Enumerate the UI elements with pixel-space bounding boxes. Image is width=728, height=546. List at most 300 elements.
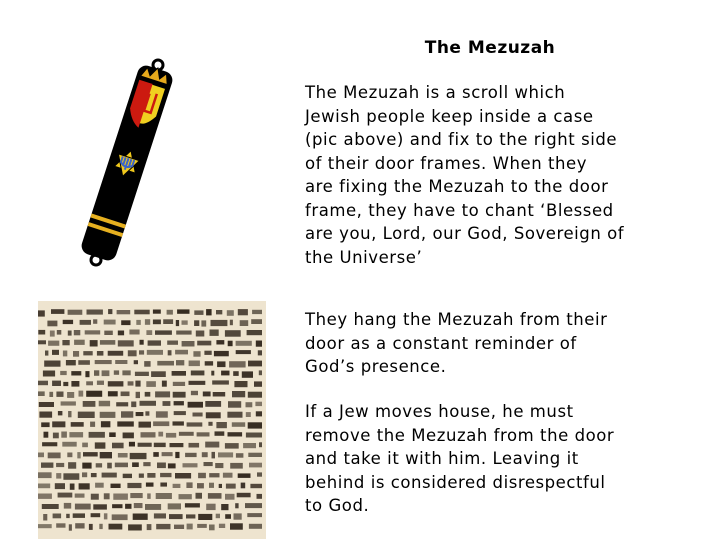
script-glyph bbox=[235, 503, 238, 508]
script-glyph bbox=[117, 310, 131, 314]
script-glyph bbox=[201, 320, 206, 326]
script-glyph bbox=[221, 371, 229, 376]
script-glyph bbox=[38, 381, 48, 386]
script-glyph bbox=[42, 442, 57, 446]
script-glyph bbox=[139, 350, 144, 354]
script-glyph bbox=[155, 330, 172, 334]
script-glyph bbox=[125, 504, 131, 509]
script-glyph bbox=[97, 351, 104, 356]
script-glyph bbox=[122, 370, 130, 375]
script-glyph bbox=[147, 350, 163, 355]
script-glyph bbox=[144, 361, 150, 367]
script-glyph bbox=[240, 320, 249, 326]
script-glyph bbox=[246, 402, 253, 407]
script-glyph bbox=[198, 473, 206, 478]
script-glyph bbox=[86, 391, 102, 397]
script-glyph bbox=[242, 371, 253, 377]
script-glyph bbox=[71, 422, 84, 427]
script-glyph bbox=[49, 392, 53, 397]
script-glyph bbox=[108, 381, 124, 386]
script-glyph bbox=[58, 411, 63, 415]
script-glyph bbox=[128, 524, 142, 530]
script-glyph bbox=[156, 411, 168, 417]
script-glyph bbox=[225, 514, 231, 519]
script-glyph bbox=[82, 463, 91, 469]
script-glyph bbox=[183, 463, 198, 467]
script-glyph bbox=[136, 320, 141, 325]
script-glyph bbox=[57, 330, 62, 335]
script-glyph bbox=[62, 340, 69, 345]
script-glyph bbox=[43, 371, 55, 377]
script-glyph bbox=[163, 401, 171, 406]
script-glyph bbox=[258, 350, 262, 355]
script-glyph bbox=[115, 360, 127, 364]
script-glyph bbox=[232, 391, 245, 397]
script-glyph bbox=[212, 452, 216, 459]
script-glyph bbox=[168, 463, 176, 468]
script-glyph bbox=[108, 309, 112, 314]
script-glyph bbox=[174, 525, 184, 529]
script-glyph bbox=[117, 421, 134, 426]
script-glyph bbox=[77, 452, 80, 458]
script-glyph bbox=[219, 484, 222, 488]
script-glyph bbox=[63, 320, 73, 324]
script-glyph bbox=[139, 422, 152, 428]
text-line: God’s presence. bbox=[305, 357, 447, 376]
script-glyph bbox=[38, 524, 52, 528]
script-glyph bbox=[176, 331, 191, 335]
script-glyph bbox=[203, 392, 211, 397]
script-glyph bbox=[205, 401, 221, 407]
script-glyph bbox=[221, 504, 228, 510]
script-glyph bbox=[197, 524, 207, 528]
script-glyph bbox=[216, 340, 224, 344]
script-glyph bbox=[56, 523, 65, 527]
text-line: Jewish people keep inside a case bbox=[305, 106, 594, 126]
script-glyph bbox=[91, 473, 97, 477]
script-glyph bbox=[228, 401, 241, 408]
script-glyph bbox=[140, 401, 157, 406]
script-glyph bbox=[38, 453, 44, 458]
script-glyph bbox=[185, 453, 197, 457]
script-glyph bbox=[205, 361, 213, 365]
script-glyph bbox=[167, 341, 178, 345]
script-glyph bbox=[133, 514, 148, 520]
script-glyph bbox=[211, 371, 214, 376]
script-glyph bbox=[112, 443, 124, 449]
script-glyph bbox=[91, 513, 101, 517]
script-glyph bbox=[82, 472, 87, 477]
script-glyph bbox=[52, 381, 61, 386]
script-glyph bbox=[121, 411, 133, 417]
script-glyph bbox=[227, 412, 242, 418]
script-glyph bbox=[55, 483, 65, 489]
text-line: and take it with him. Leaving it bbox=[305, 449, 579, 468]
script-glyph bbox=[174, 401, 184, 405]
script-glyph bbox=[153, 421, 169, 426]
script-glyph bbox=[234, 381, 247, 387]
script-glyph bbox=[191, 391, 198, 395]
script-glyph bbox=[112, 514, 128, 520]
script-glyph bbox=[135, 372, 149, 376]
script-glyph bbox=[209, 483, 214, 488]
script-glyph bbox=[256, 411, 262, 416]
script-glyph bbox=[75, 504, 91, 510]
script-glyph bbox=[48, 341, 59, 346]
script-glyph bbox=[216, 310, 222, 314]
script-glyph bbox=[208, 422, 212, 426]
script-glyph bbox=[61, 432, 67, 438]
script-glyph bbox=[123, 433, 134, 439]
script-glyph bbox=[147, 493, 151, 499]
script-glyph bbox=[212, 380, 229, 384]
script-glyph bbox=[100, 452, 112, 458]
script-glyph bbox=[189, 381, 206, 385]
script-glyph bbox=[121, 392, 130, 397]
script-glyph bbox=[228, 432, 243, 436]
script-glyph bbox=[210, 330, 219, 336]
script-glyph bbox=[182, 320, 188, 324]
script-glyph bbox=[83, 401, 96, 407]
script-glyph bbox=[248, 453, 262, 457]
script-glyph bbox=[48, 453, 61, 459]
paragraph-3 bbox=[305, 400, 685, 518]
script-glyph bbox=[134, 310, 149, 315]
script-glyph bbox=[79, 483, 90, 489]
script-glyph bbox=[153, 452, 159, 457]
script-glyph bbox=[208, 493, 222, 499]
script-glyph bbox=[155, 391, 170, 397]
script-glyph bbox=[247, 330, 262, 335]
script-glyph bbox=[62, 442, 76, 447]
script-glyph bbox=[60, 371, 66, 375]
script-glyph bbox=[52, 421, 65, 427]
script-glyph bbox=[158, 432, 163, 437]
script-glyph bbox=[38, 310, 45, 316]
script-glyph bbox=[94, 370, 99, 376]
script-glyph bbox=[247, 513, 262, 517]
script-glyph bbox=[95, 360, 112, 364]
script-glyph bbox=[153, 310, 161, 314]
text-line: They hang the Mezuzah from their bbox=[305, 310, 608, 329]
script-glyph bbox=[257, 472, 262, 476]
script-glyph bbox=[51, 309, 64, 314]
script-glyph bbox=[169, 514, 183, 519]
script-glyph bbox=[173, 421, 184, 425]
script-glyph bbox=[197, 483, 204, 488]
script-glyph bbox=[69, 524, 72, 530]
script-glyph bbox=[187, 422, 203, 426]
script-glyph bbox=[38, 494, 52, 499]
script-glyph bbox=[112, 504, 122, 508]
script-glyph bbox=[38, 391, 45, 396]
script-glyph bbox=[186, 482, 192, 488]
script-glyph bbox=[89, 524, 93, 530]
text-line: the Universe’ bbox=[305, 247, 423, 267]
script-glyph bbox=[166, 433, 176, 438]
script-glyph bbox=[63, 351, 67, 357]
script-glyph bbox=[130, 493, 142, 498]
script-glyph bbox=[250, 484, 262, 488]
script-glyph bbox=[236, 350, 251, 354]
script-glyph bbox=[93, 504, 107, 509]
script-glyph bbox=[172, 371, 186, 376]
script-glyph bbox=[121, 320, 130, 325]
script-glyph bbox=[116, 402, 128, 406]
script-glyph bbox=[173, 392, 186, 398]
script-glyph bbox=[145, 504, 161, 510]
script-glyph bbox=[236, 341, 252, 346]
script-glyph bbox=[248, 361, 262, 367]
script-glyph bbox=[104, 493, 110, 499]
script-glyph bbox=[162, 381, 167, 387]
script-glyph bbox=[107, 463, 112, 469]
script-glyph bbox=[168, 503, 181, 509]
script-glyph bbox=[74, 340, 85, 345]
script-glyph bbox=[134, 360, 138, 364]
script-glyph bbox=[83, 351, 92, 355]
script-glyph bbox=[139, 474, 144, 478]
script-glyph bbox=[182, 341, 195, 347]
script-glyph bbox=[104, 513, 108, 519]
script-glyph bbox=[185, 503, 200, 507]
script-glyph bbox=[129, 442, 135, 447]
script-glyph bbox=[217, 361, 225, 367]
script-glyph bbox=[108, 391, 118, 396]
script-glyph bbox=[257, 494, 263, 499]
script-glyph bbox=[82, 443, 88, 448]
script-glyph bbox=[197, 341, 211, 346]
script-glyph bbox=[67, 453, 72, 458]
script-glyph bbox=[216, 514, 220, 519]
script-glyph bbox=[44, 361, 60, 367]
script-glyph bbox=[147, 473, 155, 478]
script-glyph bbox=[204, 351, 211, 355]
script-glyph bbox=[218, 452, 233, 457]
script-glyph bbox=[141, 432, 156, 437]
script-glyph bbox=[85, 330, 101, 334]
script-glyph bbox=[193, 413, 203, 417]
script-glyph bbox=[177, 309, 189, 313]
script-glyph bbox=[233, 371, 239, 376]
script-glyph bbox=[160, 473, 171, 477]
script-glyph bbox=[143, 462, 150, 466]
text-line: door as a constant reminder of bbox=[305, 333, 577, 353]
script-glyph bbox=[227, 310, 234, 316]
script-glyph bbox=[69, 432, 83, 437]
script-glyph bbox=[246, 412, 251, 417]
script-glyph bbox=[104, 331, 113, 335]
script-glyph bbox=[68, 310, 83, 315]
script-glyph bbox=[234, 513, 242, 519]
script-glyph bbox=[73, 513, 85, 518]
script-glyph bbox=[118, 340, 134, 346]
script-glyph bbox=[75, 494, 85, 498]
script-glyph bbox=[108, 351, 124, 356]
script-glyph bbox=[259, 442, 262, 447]
script-glyph bbox=[256, 341, 262, 347]
script-glyph bbox=[87, 310, 103, 315]
script-glyph bbox=[39, 402, 54, 407]
script-glyph bbox=[213, 392, 226, 397]
script-glyph bbox=[102, 370, 110, 376]
script-glyph bbox=[225, 443, 239, 449]
script-glyph bbox=[230, 463, 243, 469]
script-glyph bbox=[85, 371, 89, 377]
script-glyph bbox=[170, 443, 184, 447]
script-glyph bbox=[259, 370, 262, 375]
script-glyph bbox=[50, 331, 55, 337]
script-glyph bbox=[38, 484, 50, 489]
script-glyph bbox=[47, 321, 57, 327]
script-glyph bbox=[90, 422, 95, 427]
script-glyph bbox=[66, 514, 70, 518]
script-glyph bbox=[157, 361, 174, 366]
script-glyph bbox=[238, 309, 248, 315]
script-glyph bbox=[138, 443, 152, 447]
script-glyph bbox=[167, 310, 173, 315]
script-glyph bbox=[100, 412, 116, 418]
text-line: to God. bbox=[305, 496, 370, 515]
script-glyph bbox=[179, 432, 194, 436]
script-glyph bbox=[44, 432, 49, 438]
script-glyph bbox=[215, 463, 223, 468]
slide-title: The Mezuzah bbox=[424, 38, 556, 58]
script-glyph bbox=[131, 402, 136, 408]
script-glyph bbox=[232, 422, 245, 427]
script-glyph bbox=[89, 432, 105, 438]
script-glyph bbox=[154, 513, 166, 518]
script-glyph bbox=[145, 392, 151, 397]
script-glyph bbox=[123, 474, 132, 478]
script-glyph bbox=[75, 523, 84, 528]
script-glyph bbox=[45, 351, 48, 356]
script-glyph bbox=[223, 473, 233, 478]
script-glyph bbox=[132, 462, 139, 467]
script-glyph bbox=[86, 381, 93, 385]
script-glyph bbox=[175, 350, 188, 355]
script-glyph bbox=[53, 514, 62, 519]
script-glyph bbox=[74, 330, 81, 335]
script-glyph bbox=[70, 484, 75, 490]
script-glyph bbox=[175, 473, 191, 479]
script-glyph bbox=[215, 431, 225, 435]
script-glyph bbox=[248, 422, 262, 428]
script-glyph bbox=[58, 493, 73, 498]
script-glyph bbox=[127, 483, 141, 488]
script-glyph bbox=[39, 412, 52, 418]
script-glyph bbox=[241, 483, 246, 489]
script-glyph bbox=[225, 330, 241, 337]
script-glyph bbox=[249, 524, 262, 529]
script-glyph bbox=[90, 340, 98, 346]
script-glyph bbox=[38, 472, 52, 478]
script-glyph bbox=[146, 381, 156, 387]
script-glyph bbox=[248, 392, 262, 398]
text-line: (pic above) and fix to the right side bbox=[305, 130, 618, 149]
script-glyph bbox=[191, 371, 205, 376]
script-glyph bbox=[109, 432, 116, 437]
script-glyph bbox=[204, 462, 213, 466]
script-glyph bbox=[226, 484, 236, 489]
text-line: are fixing the Mezuzah to the door bbox=[305, 177, 609, 196]
script-glyph bbox=[206, 412, 221, 418]
script-glyph bbox=[211, 320, 228, 326]
script-glyph bbox=[238, 473, 251, 478]
text-line: are you, Lord, our God, Sovereign of bbox=[305, 224, 625, 243]
script-glyph bbox=[214, 351, 229, 356]
script-glyph bbox=[249, 463, 262, 468]
script-glyph bbox=[251, 319, 262, 324]
script-glyph bbox=[68, 331, 72, 336]
script-glyph bbox=[80, 320, 91, 325]
script-glyph bbox=[254, 381, 262, 386]
script-glyph bbox=[115, 463, 128, 468]
script-glyph bbox=[52, 350, 59, 355]
script-glyph bbox=[148, 340, 161, 345]
script-glyph bbox=[230, 320, 233, 326]
script-glyph bbox=[176, 320, 179, 326]
script-glyph bbox=[153, 320, 161, 325]
script-glyph bbox=[38, 340, 46, 344]
text-line: behind is considered disrespectful bbox=[305, 472, 606, 492]
script-glyph bbox=[237, 493, 251, 498]
script-glyph bbox=[162, 452, 173, 456]
hebrew-scroll-image bbox=[38, 301, 266, 539]
script-glyph bbox=[206, 504, 215, 510]
script-glyph bbox=[196, 331, 205, 337]
script-glyph bbox=[118, 331, 124, 336]
script-glyph bbox=[225, 494, 235, 500]
script-glyph bbox=[78, 360, 90, 365]
script-glyph bbox=[56, 463, 64, 467]
script-glyph bbox=[179, 494, 192, 499]
script-glyph bbox=[168, 350, 172, 355]
script-glyph bbox=[173, 382, 185, 386]
script-glyph bbox=[63, 382, 68, 386]
script-glyph bbox=[91, 494, 99, 500]
script-glyph bbox=[252, 310, 262, 314]
script-glyph bbox=[41, 463, 53, 468]
script-glyph bbox=[68, 411, 71, 417]
script-glyph bbox=[145, 319, 150, 325]
script-glyph bbox=[104, 320, 116, 325]
script-glyph bbox=[63, 473, 79, 480]
script-glyph bbox=[128, 381, 134, 385]
script-glyph bbox=[118, 453, 128, 458]
script-glyph bbox=[154, 443, 166, 447]
script-glyph bbox=[176, 360, 184, 365]
script-glyph bbox=[130, 453, 147, 459]
script-glyph bbox=[205, 442, 219, 448]
text-line: remove the Mezuzah from the door bbox=[305, 425, 615, 445]
text-line: The Mezuzah is a scroll which bbox=[305, 83, 566, 102]
script-glyph bbox=[56, 473, 61, 479]
script-glyph bbox=[255, 402, 262, 406]
paragraph-1 bbox=[305, 81, 685, 269]
script-glyph bbox=[147, 524, 152, 530]
script-glyph bbox=[196, 493, 203, 499]
script-glyph bbox=[95, 483, 104, 488]
script-glyph bbox=[79, 391, 84, 397]
script-glyph bbox=[146, 330, 152, 335]
script-glyph bbox=[97, 381, 104, 385]
script-glyph bbox=[194, 310, 203, 315]
script-glyph bbox=[101, 421, 111, 427]
script-glyph bbox=[43, 514, 47, 521]
paragraph-2 bbox=[305, 308, 685, 379]
mezuzah-case-image bbox=[60, 46, 210, 276]
